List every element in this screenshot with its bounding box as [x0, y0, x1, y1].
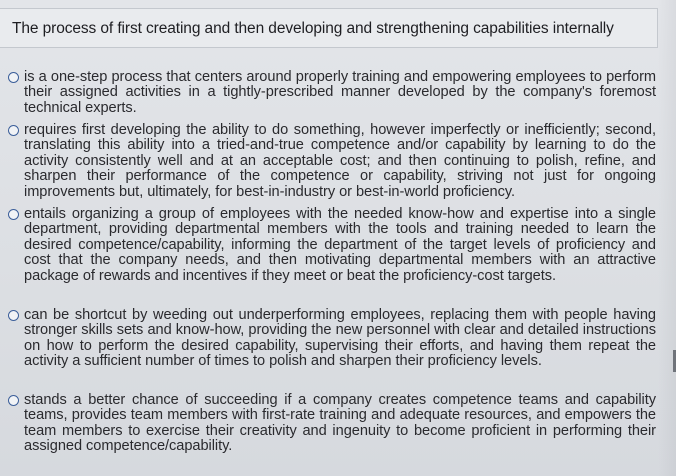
radio-button-icon[interactable] — [8, 395, 19, 406]
radio-button-icon[interactable] — [8, 310, 19, 321]
answer-option-text[interactable]: stands a better chance of succeeding if a company creates competence teams and capability teams, provides team members with first-rate training and adequate resources, and empowers the team members to exercise their creativity and ingenuity to become proficient in performing their assigned competence/capability. — [24, 392, 656, 455]
radio-button-icon[interactable] — [8, 209, 19, 220]
radio-button-icon[interactable] — [8, 72, 19, 83]
question-header — [0, 8, 658, 48]
answer-option-text[interactable]: entails organizing a group of employees with the needed know-how and expertise into a single department, providing departmental members with the tools and training needed to learn the desired competence/capability, informing the department of the target levels of proficiency and cost that the company needs, and then motivating departmental members with an attractive package of rewards and incentives if they meet or beat the proficiency-cost targets. — [24, 206, 656, 284]
answer-option-text[interactable]: can be shortcut by weeding out underperforming employees, replacing them with people having stronger skills sets and know-how, providing the new personnel with clear and detailed instructions on how to perform the desired capability, supervising their efforts, and having them repeat the activity a sufficient number of times to polish and sharpen their proficiency levels. — [24, 307, 656, 370]
page-edge-shadow — [658, 0, 676, 476]
radio-button-icon[interactable] — [8, 125, 19, 136]
answer-option-text[interactable]: requires first developing the ability to do something, however imperfectly or inefficiently; second, translating this ability into a tried-and-true competence and/or capability by learning to do the activity consistently well and at an acceptable cost; and then continuing to polish, refine, and sharpen their performance of the competence or capability, striving not just for ongoing improvements but, ultimately, for best-in-industry or best-in-world proficiency. — [24, 122, 656, 200]
question-title: The process of first creating and then developing and strengthening capabilities internally — [12, 20, 614, 37]
answer-option-text[interactable]: is a one-step process that centers around properly training and empowering employees to perform their assigned activities in a tightly-prescribed manner developed by the company's foremost technical experts. — [24, 69, 656, 116]
